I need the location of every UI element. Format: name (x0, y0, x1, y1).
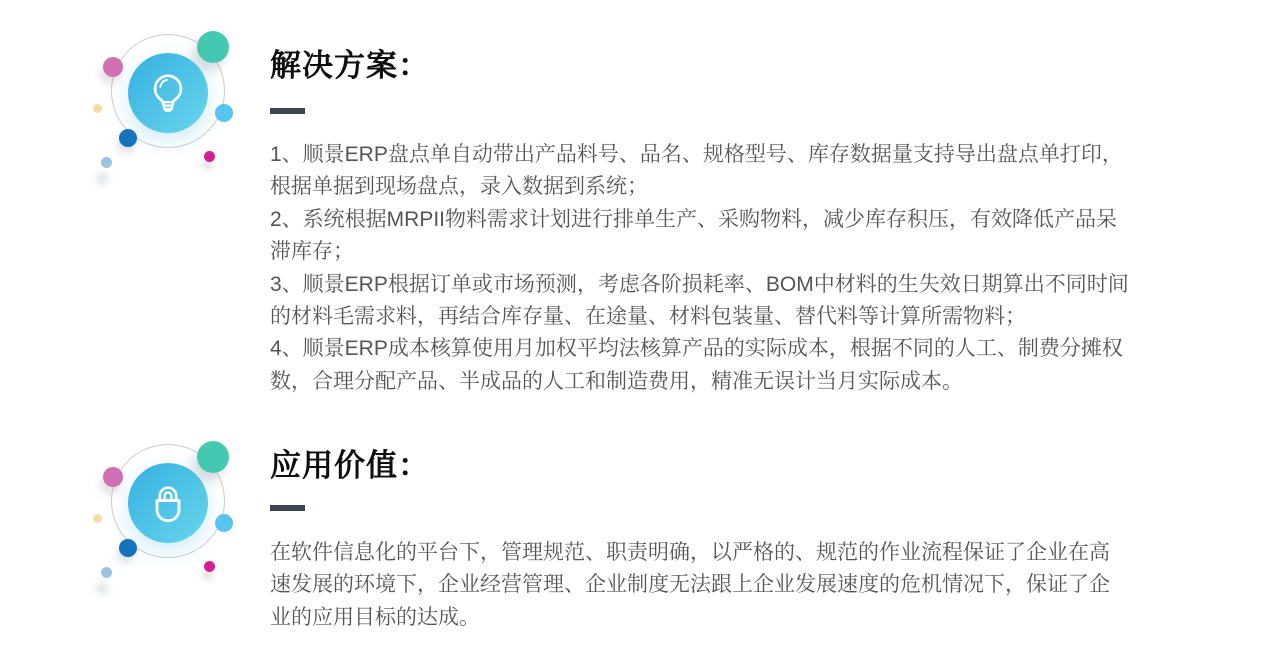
yellow-dot (93, 514, 102, 523)
paragraph-line: 2、系统根据MRPII物料需求计划进行排单生产、采购物料，减少库存积压，有效降低产品呆 (270, 207, 1118, 231)
paragraph-line: 在软件信息化的平台下，管理规范、职责明确，以严格的、规范的作业流程保证了企业在高 (270, 541, 1110, 564)
magenta-dot (204, 561, 215, 572)
paragraph-line: 4、顺景ERP成本核算使用月加权平均法核算产品的实际成本，根据不同的人工、制费分摊权 (270, 337, 1123, 361)
value-paragraph (270, 537, 1210, 634)
value-icon-cluster (0, 410, 260, 610)
solution-title: 解决方案： (270, 48, 430, 83)
pink-dot (103, 57, 123, 77)
steelblue-dot (101, 567, 112, 578)
paragraph-line: 速发展的环境下，企业经营管理、企业制度无法跟上企业发展速度的危机情况下，保证了企 (270, 573, 1110, 597)
paragraph-line: 业的应用目标的达成。 (270, 605, 480, 629)
lightbulb-icon (145, 70, 191, 116)
paragraph-line: 滞库存； (270, 240, 354, 264)
teal-dot (197, 31, 229, 63)
lock-badge (128, 463, 208, 543)
darkblue-dot (119, 539, 137, 557)
magenta-dot (204, 151, 215, 162)
yellow-dot (93, 104, 102, 113)
paragraph-line: 的材料毛需求料，再结合库存量、在途量、材料包装量、替代料等计算所需物料； (270, 305, 1026, 329)
paragraph-line: 根据单据到现场盘点，录入数据到系统； (270, 175, 648, 199)
skyblue-dot (215, 104, 233, 122)
paragraph-line: 1、顺景ERP盘点单自动带出产品料号、品名、规格型号、库存数据量支持导出盘点单打印， (270, 143, 1123, 166)
teal-dot (197, 441, 229, 473)
paragraph-line: 数，合理分配产品、半成品的人工和制造费用，精准无误计当月实际成本。 (270, 369, 963, 393)
value-title-underline (270, 505, 305, 511)
solution-icon-cluster (0, 0, 260, 200)
steelblue-dot (101, 157, 112, 168)
solution-title-underline (270, 108, 305, 114)
skyblue-dot (215, 514, 233, 532)
darkblue-dot (119, 129, 137, 147)
paragraph-line: 3、顺景ERP根据订单或市场预测，考虑各阶损耗率、BOM中材料的生失效日期算出不同时间 (270, 272, 1129, 296)
value-title: 应用价值： (270, 448, 430, 483)
pink-dot (103, 467, 123, 487)
lock-icon (145, 480, 191, 526)
lightbulb-badge (128, 53, 208, 133)
solution-paragraph (270, 139, 1210, 398)
